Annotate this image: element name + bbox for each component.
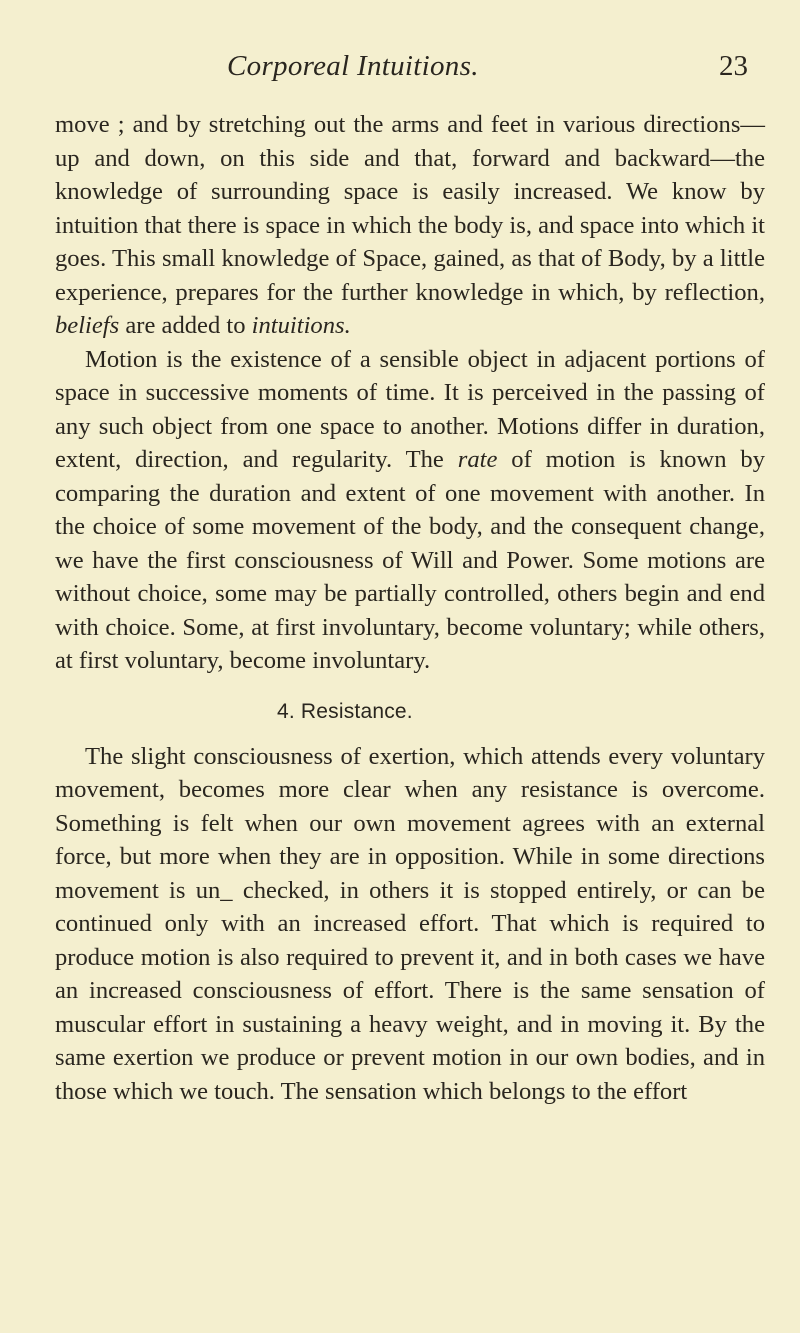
page-number: 23	[719, 50, 748, 82]
paragraph-motion	[55, 343, 765, 678]
emphasis-rate: rate	[457, 446, 498, 473]
paragraph-text: Motion is the existence of a sensible object in adjacent portions of space in successive moments of time. It is perceived in the passing of any such object from one space to another. Motions differ in duration, extent, direction, and regularity. The	[55, 345, 765, 473]
paragraph-space-continued	[55, 108, 765, 343]
emphasis-beliefs: beliefs	[55, 312, 120, 339]
paragraph-text: move ; and by stretching out the arms and feet in various directions—up and down, on this side and that, forward and backward—the knowledge of surrounding space is easily increased. We know by intuition that there is space in which the body is, and space into which it goes. This small knowledge of Space, gained, as that of Body, by a little experience, prepares for the further knowledge in which, by reflection,	[55, 111, 765, 306]
section-number: 4.	[277, 699, 295, 723]
paragraph-text: are added to	[119, 312, 252, 339]
section-heading	[55, 698, 765, 726]
paragraph-text: of motion is known by comparing the duration and extent of one movement with another. In the choice of some movement of the body, and the consequent change, we have the first consciousness of Will and Power. Some motions are without choice, some may be partially controlled, others begin and end with choice. Some, at first involuntary, become voluntary; while others, at first voluntary, become involuntary.	[55, 446, 765, 674]
running-title: Corporeal Intuitions.	[227, 50, 479, 82]
running-head	[0, 50, 800, 90]
body-text	[55, 108, 765, 1108]
emphasis-intuitions: intuitions.	[251, 312, 351, 339]
section-title: Resistance.	[300, 699, 413, 723]
paragraph-resistance: The slight consciousness of exertion, which attends every voluntary movement, becomes more clear when any resistance is overcome. Something is felt when our own movement agrees with an external force, but more when they are in opposition. While in some directions movement is un_ checked, in others it is stopped entirely, or can be continued only with an increased effort. That which is required to produce motion is also required to prevent it, and in both cases we have an increased consciousness of effort. There is the same sensation of muscular effort in sustaining a heavy weight, and in moving it. By the same exertion we produce or prevent motion in our own bodies, and in those which we touch. The sensation which belongs to the effort	[55, 742, 765, 1105]
